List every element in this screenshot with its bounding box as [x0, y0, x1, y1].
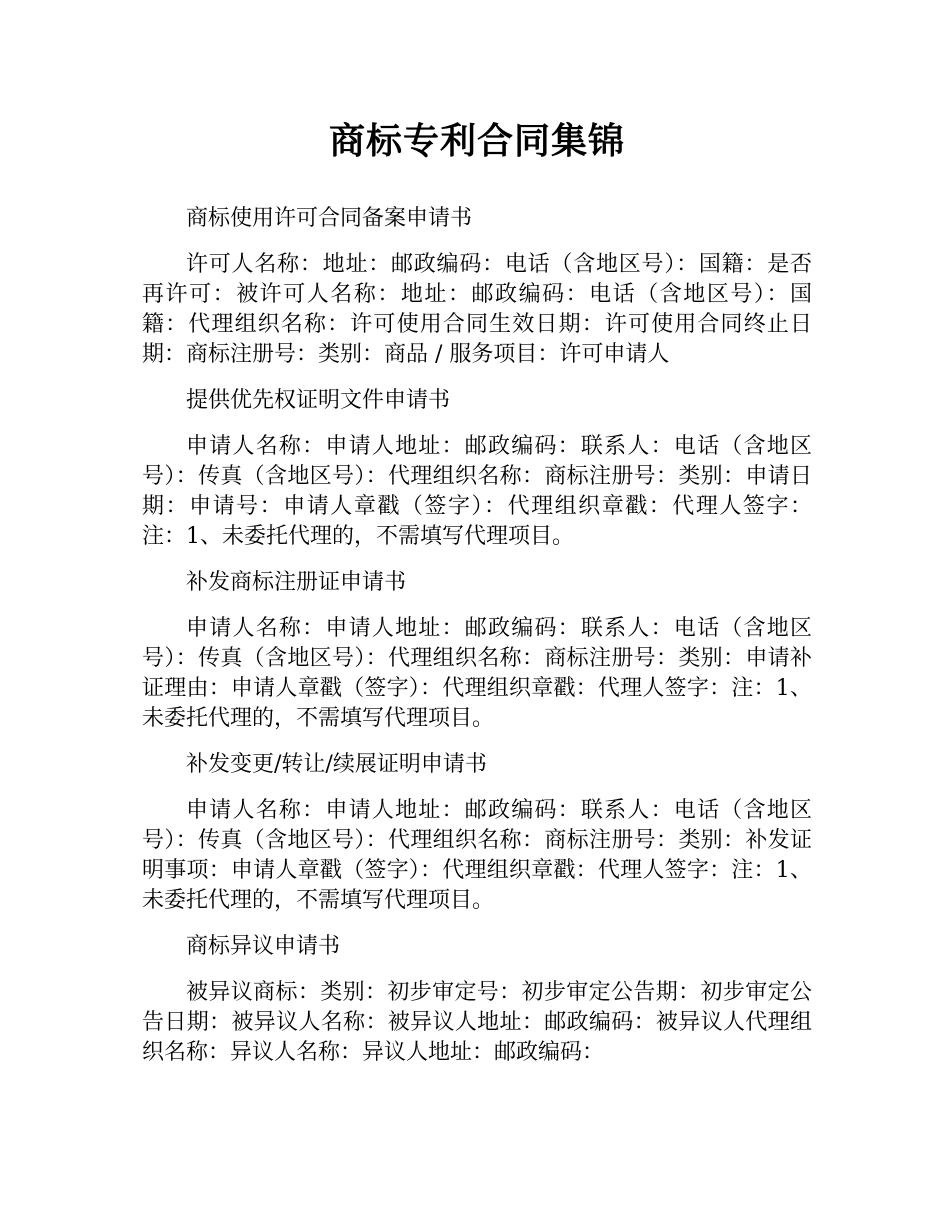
section-body: 申请人名称：申请人地址：邮政编码：联系人：电话（含地区号）：传真（含地区号）：代理组织名称：商标注册号：类别：申请日期：申请号：申请人章戳（签字）：代理组织章戳：代理人签字：注：1、未委托代理的，不需填写代理项目。	[142, 434, 812, 549]
document-content	[142, 118, 812, 1084]
section-heading: 补发变更/转让/续展证明申请书	[186, 752, 487, 777]
section-heading: 补发商标注册证申请书	[186, 570, 407, 595]
section-body: 许可人名称：地址：邮政编码：电话（含地区号）：国籍：是否再许可：被许可人名称：地址：邮政编码：电话（含地区号）：国籍：代理组织名称：许可使用合同生效日期：许可使用合同终止日期：商标注册号：类别：商品 / 服务项目：许可申请人	[142, 252, 812, 367]
document-title: 商标专利合同集锦	[328, 121, 625, 162]
section-body: 申请人名称：申请人地址：邮政编码：联系人：电话（含地区号）：传真（含地区号）：代理组织名称：商标注册号：类别：申请补证理由：申请人章戳（签字）：代理组织章戳：代理人签字：注：1、未委托代理的，不需填写代理项目。	[142, 616, 812, 731]
section-body: 被异议商标：类别：初步审定号：初步审定公告期：初步审定公告日期：被异议人名称：被异议人地址：邮政编码：被异议人代理组织名称：异议人名称：异议人地址：邮政编码：	[142, 980, 812, 1065]
section-heading: 商标使用许可合同备案申请书	[186, 206, 473, 231]
section-heading: 商标异议申请书	[186, 934, 341, 959]
section-body: 申请人名称：申请人地址：邮政编码：联系人：电话（含地区号）：传真（含地区号）：代理组织名称：商标注册号：类别：补发证明事项：申请人章戳（签字）：代理组织章戳：代理人签字：注：1、未委托代理的，不需填写代理项目。	[142, 798, 812, 913]
section-heading: 提供优先权证明文件申请书	[186, 388, 451, 413]
